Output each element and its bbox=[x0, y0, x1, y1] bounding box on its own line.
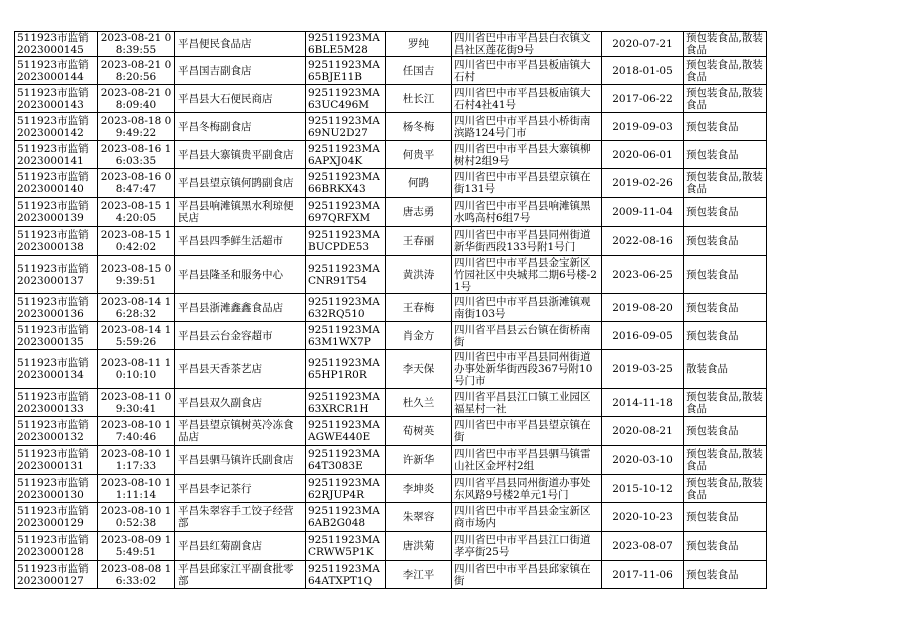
table-row bbox=[15, 532, 767, 561]
business-scope-cell: 预包装食品,散装食品 bbox=[684, 85, 767, 113]
table-row bbox=[15, 85, 767, 113]
issue-time-cell: 2023-08-14 15:59:26 bbox=[98, 322, 175, 350]
business-name-cell: 平昌县四季鲜生活超市 bbox=[175, 227, 306, 256]
business-name-cell: 平昌县双久副食店 bbox=[175, 389, 306, 417]
credit-code-cell: 92511923MA63XRCR1H bbox=[306, 389, 386, 417]
credit-code-cell: 92511923MAAGWE440E bbox=[306, 417, 386, 446]
operator-name-cell: 许新华 bbox=[386, 446, 452, 475]
business-scope-cell: 预包装食品 bbox=[684, 561, 767, 589]
reg-number-cell: 511923市监销2023000136 bbox=[15, 294, 98, 322]
address-cell: 四川省巴中市平昌县板庙镇大石村 bbox=[452, 57, 602, 85]
business-name-cell: 平昌县响滩镇黑水利琼便民店 bbox=[175, 198, 306, 227]
registered-date-cell: 2020-06-01 bbox=[602, 141, 684, 169]
reg-number-cell: 511923市监销2023000130 bbox=[15, 475, 98, 503]
reg-number-cell: 511923市监销2023000135 bbox=[15, 322, 98, 350]
business-name-cell: 平昌县天香茶艺店 bbox=[175, 350, 306, 389]
business-name-cell: 平昌县大石便民商店 bbox=[175, 85, 306, 113]
business-name-cell: 平昌县红菊副食店 bbox=[175, 532, 306, 561]
operator-name-cell: 李江平 bbox=[386, 561, 452, 589]
credit-code-cell: 92511923MA632RQ510 bbox=[306, 294, 386, 322]
table-row bbox=[15, 227, 767, 256]
table-row bbox=[15, 350, 767, 389]
reg-number-cell: 511923市监销2023000131 bbox=[15, 446, 98, 475]
registered-date-cell: 2020-03-10 bbox=[602, 446, 684, 475]
reg-number-cell: 511923市监销2023000141 bbox=[15, 141, 98, 169]
address-cell: 四川省巴中市平昌县小桥街南滨路124号门市 bbox=[452, 113, 602, 141]
credit-code-cell: 92511923MA69NU2D27 bbox=[306, 113, 386, 141]
reg-number-cell: 511923市监销2023000138 bbox=[15, 227, 98, 256]
credit-code-cell: 92511923MA63M1WX7P bbox=[306, 322, 386, 350]
operator-name-cell: 王春丽 bbox=[386, 227, 452, 256]
table-row bbox=[15, 322, 767, 350]
business-name-cell: 平昌县驷马镇许氏副食店 bbox=[175, 446, 306, 475]
business-scope-cell: 预包装食品 bbox=[684, 532, 767, 561]
registered-date-cell: 2018-01-05 bbox=[602, 57, 684, 85]
address-cell: 四川省平昌县同州街道办事处东风路9号楼2单元1号门 bbox=[452, 475, 602, 503]
reg-number-cell: 511923市监销2023000140 bbox=[15, 169, 98, 198]
business-scope-cell: 预包装食品 bbox=[684, 141, 767, 169]
address-cell: 四川省巴中市平昌县望京镇在街131号 bbox=[452, 169, 602, 198]
table-row bbox=[15, 141, 767, 169]
reg-number-cell: 511923市监销2023000129 bbox=[15, 503, 98, 532]
credit-code-cell: 92511923MA64T3083E bbox=[306, 446, 386, 475]
business-name-cell: 平昌县大寨镇贵平副食店 bbox=[175, 141, 306, 169]
registered-date-cell: 2009-11-04 bbox=[602, 198, 684, 227]
issue-time-cell: 2023-08-10 17:40:46 bbox=[98, 417, 175, 446]
operator-name-cell: 杨冬梅 bbox=[386, 113, 452, 141]
credit-code-cell: 92511923MA6AB2G048 bbox=[306, 503, 386, 532]
issue-time-cell: 2023-08-21 08:09:40 bbox=[98, 85, 175, 113]
address-cell: 四川省平昌县江口镇工业园区福星村一社 bbox=[452, 389, 602, 417]
business-name-cell: 平昌国吉副食店 bbox=[175, 57, 306, 85]
reg-number-cell: 511923市监销2023000139 bbox=[15, 198, 98, 227]
table-row bbox=[15, 446, 767, 475]
address-cell: 四川省巴中市平昌县响滩镇黑水鸣高村6组7号 bbox=[452, 198, 602, 227]
business-name-cell: 平昌朱翠容手工饺子经营部 bbox=[175, 503, 306, 532]
business-scope-cell: 预包装食品 bbox=[684, 113, 767, 141]
address-cell: 四川省巴中市平昌县同州街道新华街西段133号附1号门 bbox=[452, 227, 602, 256]
table-row bbox=[15, 389, 767, 417]
operator-name-cell: 何鹍 bbox=[386, 169, 452, 198]
business-scope-cell: 预包装食品 bbox=[684, 417, 767, 446]
reg-number-cell: 511923市监销2023000145 bbox=[15, 32, 98, 57]
business-name-cell: 平昌便民食品店 bbox=[175, 32, 306, 57]
reg-number-cell: 511923市监销2023000128 bbox=[15, 532, 98, 561]
address-cell: 四川省巴中市平昌县同州街道办事处新华街西段367号附10号门市 bbox=[452, 350, 602, 389]
business-scope-cell: 预包装食品,散装食品 bbox=[684, 57, 767, 85]
business-scope-cell: 预包装食品 bbox=[684, 503, 767, 532]
operator-name-cell: 杜长江 bbox=[386, 85, 452, 113]
operator-name-cell: 任国吉 bbox=[386, 57, 452, 85]
issue-time-cell: 2023-08-10 11:17:33 bbox=[98, 446, 175, 475]
reg-number-cell: 511923市监销2023000132 bbox=[15, 417, 98, 446]
operator-name-cell: 何贵平 bbox=[386, 141, 452, 169]
operator-name-cell: 黄洪涛 bbox=[386, 256, 452, 294]
business-scope-cell: 预包装食品 bbox=[684, 227, 767, 256]
reg-number-cell: 511923市监销2023000137 bbox=[15, 256, 98, 294]
operator-name-cell: 荀树英 bbox=[386, 417, 452, 446]
table-row bbox=[15, 503, 767, 532]
table-row bbox=[15, 475, 767, 503]
business-scope-cell: 预包装食品 bbox=[684, 256, 767, 294]
credit-code-cell: 92511923MACNR91T54 bbox=[306, 256, 386, 294]
issue-time-cell: 2023-08-21 08:39:55 bbox=[98, 32, 175, 57]
reg-number-cell: 511923市监销2023000144 bbox=[15, 57, 98, 85]
issue-time-cell: 2023-08-08 16:33:02 bbox=[98, 561, 175, 589]
operator-name-cell: 李天保 bbox=[386, 350, 452, 389]
registered-date-cell: 2020-08-21 bbox=[602, 417, 684, 446]
business-scope-cell: 预包装食品 bbox=[684, 322, 767, 350]
operator-name-cell: 王春梅 bbox=[386, 294, 452, 322]
table-row bbox=[15, 113, 767, 141]
issue-time-cell: 2023-08-18 09:49:22 bbox=[98, 113, 175, 141]
table-body bbox=[15, 32, 767, 589]
operator-name-cell: 朱翠容 bbox=[386, 503, 452, 532]
table-row bbox=[15, 32, 767, 57]
address-cell: 四川省巴中市平昌县白衣镇文昌社区莲花街9号 bbox=[452, 32, 602, 57]
issue-time-cell: 2023-08-10 11:11:14 bbox=[98, 475, 175, 503]
license-table bbox=[14, 31, 767, 589]
issue-time-cell: 2023-08-10 10:52:38 bbox=[98, 503, 175, 532]
credit-code-cell: 92511923MA6BLE5M28 bbox=[306, 32, 386, 57]
address-cell: 四川省巴中市平昌县浙滩镇观南街103号 bbox=[452, 294, 602, 322]
issue-time-cell: 2023-08-09 15:49:51 bbox=[98, 532, 175, 561]
business-scope-cell: 预包装食品,散装食品 bbox=[684, 446, 767, 475]
address-cell: 四川省巴中市平昌县金宝新区商市场内 bbox=[452, 503, 602, 532]
issue-time-cell: 2023-08-16 08:47:47 bbox=[98, 169, 175, 198]
business-scope-cell: 预包装食品 bbox=[684, 198, 767, 227]
address-cell: 四川省巴中市平昌县邱家镇在街 bbox=[452, 561, 602, 589]
business-scope-cell: 预包装食品 bbox=[684, 294, 767, 322]
reg-number-cell: 511923市监销2023000134 bbox=[15, 350, 98, 389]
operator-name-cell: 肖金方 bbox=[386, 322, 452, 350]
credit-code-cell: 92511923MA65HP1R0R bbox=[306, 350, 386, 389]
credit-code-cell: 92511923MA66BRKX43 bbox=[306, 169, 386, 198]
address-cell: 四川省平昌县云台镇在街桥南街 bbox=[452, 322, 602, 350]
registered-date-cell: 2023-08-07 bbox=[602, 532, 684, 561]
registered-date-cell: 2023-06-25 bbox=[602, 256, 684, 294]
registered-date-cell: 2017-11-06 bbox=[602, 561, 684, 589]
table-row bbox=[15, 57, 767, 85]
reg-number-cell: 511923市监销2023000127 bbox=[15, 561, 98, 589]
business-name-cell: 平昌县隆圣和服务中心 bbox=[175, 256, 306, 294]
table-row bbox=[15, 256, 767, 294]
reg-number-cell: 511923市监销2023000133 bbox=[15, 389, 98, 417]
business-name-cell: 平昌冬梅副食店 bbox=[175, 113, 306, 141]
issue-time-cell: 2023-08-11 09:30:41 bbox=[98, 389, 175, 417]
operator-name-cell: 杜久兰 bbox=[386, 389, 452, 417]
table-row bbox=[15, 561, 767, 589]
business-name-cell: 平昌县李记茶行 bbox=[175, 475, 306, 503]
credit-code-cell: 92511923MA697QRFXM bbox=[306, 198, 386, 227]
registered-date-cell: 2014-11-18 bbox=[602, 389, 684, 417]
credit-code-cell: 92511923MA62RJUP4R bbox=[306, 475, 386, 503]
table-row bbox=[15, 169, 767, 198]
address-cell: 四川省巴中市平昌县板庙镇大石村4社41号 bbox=[452, 85, 602, 113]
operator-name-cell: 李坤炎 bbox=[386, 475, 452, 503]
registered-date-cell: 2019-02-26 bbox=[602, 169, 684, 198]
business-scope-cell: 预包装食品,散装食品 bbox=[684, 32, 767, 57]
issue-time-cell: 2023-08-15 14:20:05 bbox=[98, 198, 175, 227]
registered-date-cell: 2015-10-12 bbox=[602, 475, 684, 503]
business-name-cell: 平昌县望京镇树英冷冻食品店 bbox=[175, 417, 306, 446]
registered-date-cell: 2020-10-23 bbox=[602, 503, 684, 532]
business-scope-cell: 预包装食品,散装食品 bbox=[684, 475, 767, 503]
table-row bbox=[15, 198, 767, 227]
issue-time-cell: 2023-08-15 09:39:51 bbox=[98, 256, 175, 294]
operator-name-cell: 唐洪菊 bbox=[386, 532, 452, 561]
credit-code-cell: 92511923MA63UC496M bbox=[306, 85, 386, 113]
credit-code-cell: 92511923MACRWW5P1K bbox=[306, 532, 386, 561]
issue-time-cell: 2023-08-11 10:10:10 bbox=[98, 350, 175, 389]
registered-date-cell: 2019-08-20 bbox=[602, 294, 684, 322]
address-cell: 四川省巴中市平昌县望京镇在街 bbox=[452, 417, 602, 446]
table-row bbox=[15, 417, 767, 446]
business-name-cell: 平昌县望京镇何鹍副食店 bbox=[175, 169, 306, 198]
business-scope-cell: 散装食品 bbox=[684, 350, 767, 389]
address-cell: 四川省巴中市平昌县大寨镇柳树村2组9号 bbox=[452, 141, 602, 169]
table-row bbox=[15, 294, 767, 322]
issue-time-cell: 2023-08-21 08:20:56 bbox=[98, 57, 175, 85]
operator-name-cell: 唐志勇 bbox=[386, 198, 452, 227]
issue-time-cell: 2023-08-16 16:03:35 bbox=[98, 141, 175, 169]
credit-code-cell: 92511923MABUCPDE53 bbox=[306, 227, 386, 256]
registered-date-cell: 2022-08-16 bbox=[602, 227, 684, 256]
registered-date-cell: 2019-03-25 bbox=[602, 350, 684, 389]
issue-time-cell: 2023-08-15 10:42:02 bbox=[98, 227, 175, 256]
address-cell: 四川省巴中市平昌县金宝新区竹园社区中央城邦二期6号楼-21号 bbox=[452, 256, 602, 294]
business-name-cell: 平昌县浙滩鑫鑫食品店 bbox=[175, 294, 306, 322]
operator-name-cell: 罗纯 bbox=[386, 32, 452, 57]
issue-time-cell: 2023-08-14 16:28:32 bbox=[98, 294, 175, 322]
business-name-cell: 平昌县云台金容超市 bbox=[175, 322, 306, 350]
address-cell: 四川省巴中市平昌县江口街道孝亭街25号 bbox=[452, 532, 602, 561]
registered-date-cell: 2017-06-22 bbox=[602, 85, 684, 113]
business-scope-cell: 预包装食品,散装食品 bbox=[684, 389, 767, 417]
credit-code-cell: 92511923MA64ATXPT1Q bbox=[306, 561, 386, 589]
credit-code-cell: 92511923MA6APXJ04K bbox=[306, 141, 386, 169]
reg-number-cell: 511923市监销2023000143 bbox=[15, 85, 98, 113]
registered-date-cell: 2020-07-21 bbox=[602, 32, 684, 57]
credit-code-cell: 92511923MA65BJE11B bbox=[306, 57, 386, 85]
registered-date-cell: 2019-09-03 bbox=[602, 113, 684, 141]
business-scope-cell: 预包装食品,散装食品 bbox=[684, 169, 767, 198]
business-name-cell: 平昌县邱家江平副食批零部 bbox=[175, 561, 306, 589]
registered-date-cell: 2016-09-05 bbox=[602, 322, 684, 350]
address-cell: 四川省巴中市平昌县驷马镇雷山社区金坪村2组 bbox=[452, 446, 602, 475]
reg-number-cell: 511923市监销2023000142 bbox=[15, 113, 98, 141]
